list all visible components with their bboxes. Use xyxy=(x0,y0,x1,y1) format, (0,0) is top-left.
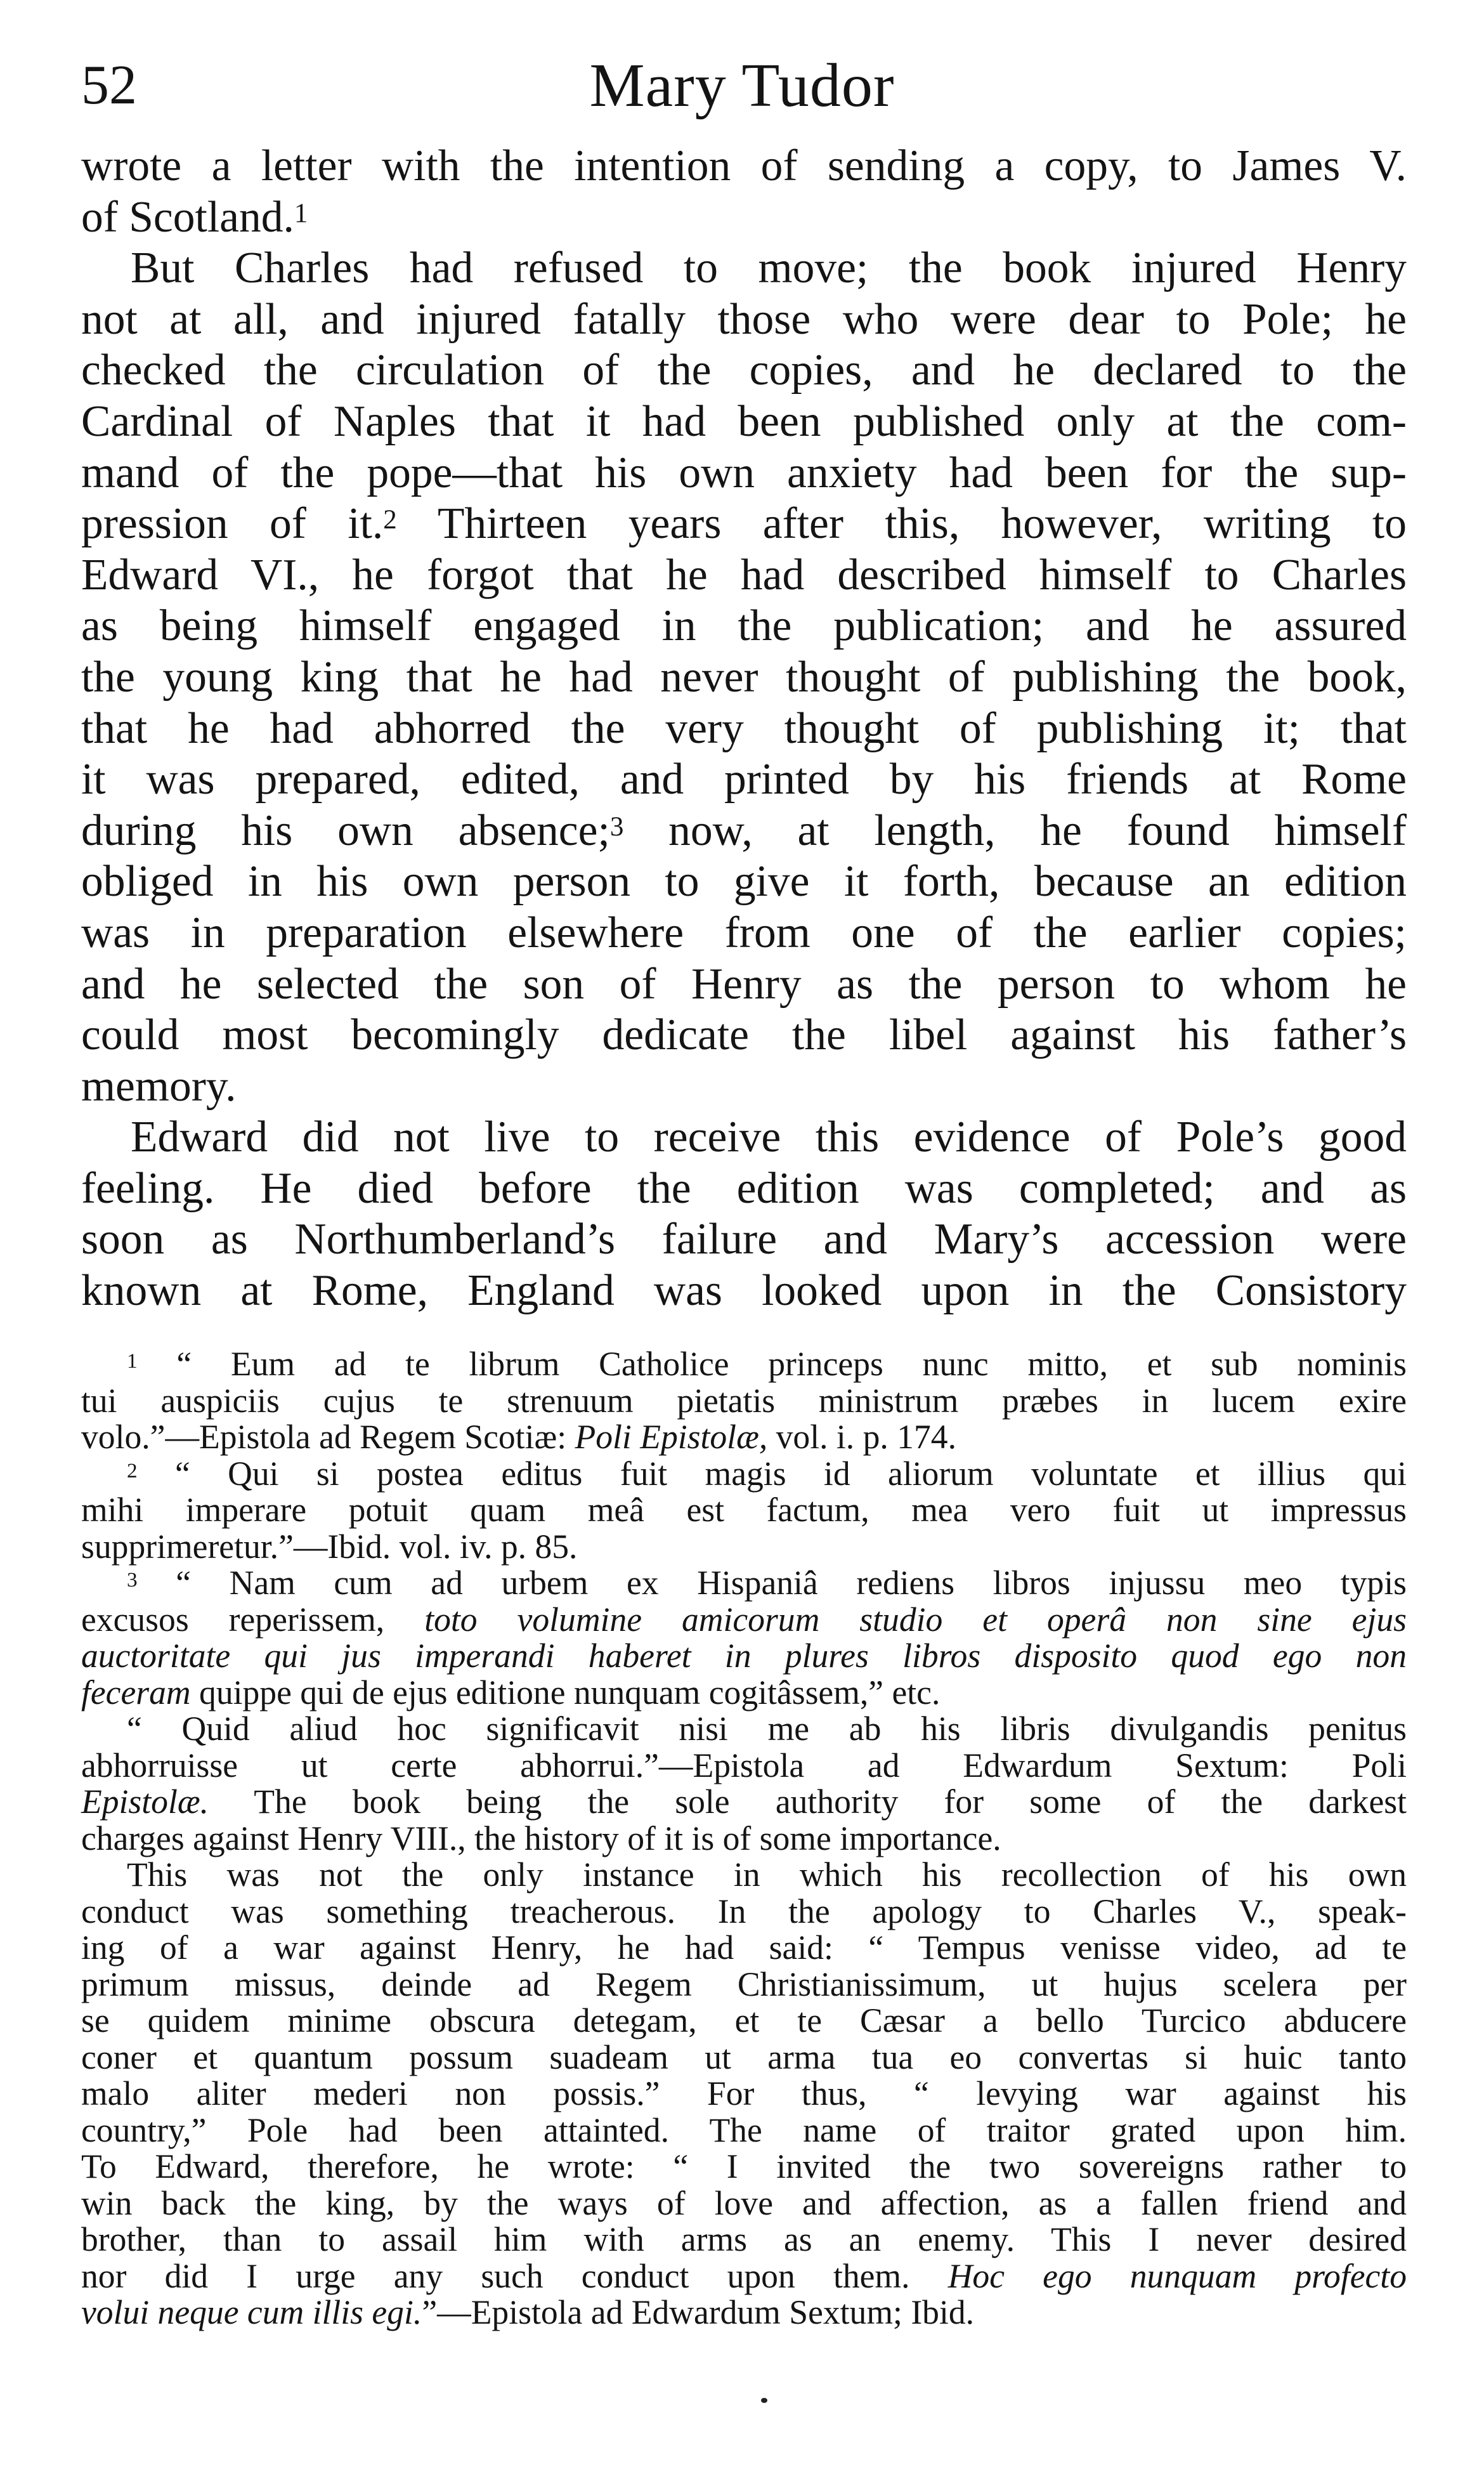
footnote-line: $^3$ “ Nam cum ad urbem ex Hispaniâ rediens libros injussu meo typis xyxy=(127,1564,1407,1602)
footnote-line: country,” Pole had been attainted. The name of traitor grated upon him. xyxy=(81,2111,1407,2149)
footnote-line: nor did I urge any such conduct upon them. Hoc ego nunquam profecto xyxy=(81,2256,1407,2295)
footnote-line: Epistolæ. The book being the sole authority for some of the darkest xyxy=(81,1783,1407,1821)
text-line: that he had abhorred the very thought of publishing it; that xyxy=(81,704,1407,753)
footnote-line: “ Quid aliud hoc significavit nisi me ab his libris divulgandis penitus xyxy=(127,1710,1407,1748)
text-line: was in preparation elsewhere from one of the earlier copies; xyxy=(81,908,1407,957)
footnote-1 xyxy=(81,1346,1407,1456)
text-line: But Charles had refused to move; the book injured Henry xyxy=(131,244,1407,293)
footnote-line: se quidem minime obscura detegam, et te Cæsar a bello Turcico abducere xyxy=(81,2001,1407,2039)
paragraph-2 xyxy=(81,243,1407,1112)
footnote-line: coner et quantum possum suadeam ut arma tua eo convertas si huic tanto xyxy=(81,2038,1407,2076)
footnote-mark: 1 xyxy=(127,1349,138,1373)
footnote-line: primum missus, deinde ad Regem Christianissimum, ut hujus scelera per xyxy=(81,1965,1407,2003)
footnote-2 xyxy=(81,1456,1407,1566)
text-line: Cardinal of Naples that it had been published only at the com- xyxy=(81,396,1407,446)
text-line: not at all, and injured fatally those who were dear to Pole; he xyxy=(81,294,1407,344)
text-line: it was prepared, edited, and printed by his friends at Rome xyxy=(81,755,1407,804)
text-line: and he selected the son of Henry as the person to whom he xyxy=(81,959,1407,1009)
footnote-line: volui neque cum illis egi.”—Epistola ad Edwardum Sextum; Ibid. xyxy=(81,2293,975,2331)
footnote-line: abhorruisse ut certe abhorrui.”—Epistola ad Edwardum Sextum: Poli xyxy=(81,1746,1407,1784)
text-line: feeling. He died before the edition was completed; and as xyxy=(81,1163,1407,1213)
text-line: soon as Northumberland’s failure and Mary’s accession were xyxy=(81,1215,1407,1264)
footnote-line: tui auspiciis cujus te strenuum pietatis ministrum præbes in lucem exire xyxy=(81,1381,1407,1420)
text-line: Edward did not live to receive this evidence of Pole’s good xyxy=(131,1113,1407,1162)
footnote-line: mihi imperare potuit quam meâ est factum, mea vero fuit ut impressus xyxy=(81,1491,1407,1529)
page-number: 52 xyxy=(81,55,137,116)
footnote-line: charges against Henry VIII., the history of it is of some importance. xyxy=(81,1819,1001,1857)
text-line: the young king that he had never thought of publishing the book, xyxy=(81,652,1407,702)
text-line: during his own absence;$^3$ now, at length, he found himself xyxy=(81,806,1407,855)
text-line: could most becomingly dedicate the libel against his father’s xyxy=(81,1011,1407,1060)
footnote-line: auctoritate qui jus imperandi haberet in plures libros disposito quod ego non xyxy=(81,1637,1407,1675)
text-line: mand of the pope—that his own anxiety had been for the sup- xyxy=(81,448,1407,497)
footnote-line: volo.”—Epistola ad Regem Scotiæ: Poli Epistolæ, vol. i. p. 174. xyxy=(81,1418,956,1456)
footnote-ref[interactable]: 3 xyxy=(609,811,624,842)
footnote-line: excusos reperissem, toto volumine amicorum studio et operâ non sine ejus xyxy=(81,1600,1407,1639)
main-text xyxy=(81,141,1407,1317)
footnote-line: This was not the only instance in which his recollection of his own xyxy=(127,1856,1407,1894)
paragraph-3 xyxy=(81,1112,1407,1316)
footnote-line: conduct was something treacherous. In the apology to Charles V., speak- xyxy=(81,1892,1407,1930)
page-header xyxy=(81,44,1403,127)
footnote-ref[interactable]: 2 xyxy=(383,505,397,535)
text-line: Edward VI., he forgot that he had described himself to Charles xyxy=(81,550,1407,599)
footnote-3 xyxy=(81,1565,1407,2331)
footnote-mark: 2 xyxy=(127,1458,138,1482)
footnote-line: supprimeretur.”—Ibid. vol. iv. p. 85. xyxy=(81,1527,578,1566)
footnote-line: feceram quippe qui de ejus editione nunquam cogitâssem,” etc. xyxy=(81,1673,941,1712)
footnote-mark: 3 xyxy=(127,1568,138,1592)
print-mark xyxy=(761,2398,767,2403)
footnotes xyxy=(81,1346,1407,2331)
text-line: memory. xyxy=(81,1061,237,1111)
footnote-line: win back the king, by the ways of love and affection, as a fallen friend and xyxy=(81,2183,1407,2222)
footnote-ref[interactable]: 1 xyxy=(294,198,308,228)
footnote-line: $^2$ “ Qui si postea editus fuit magis id aliorum voluntate et illius qui xyxy=(127,1454,1407,1493)
footnote-line: $^1$ “ Eum ad te librum Catholice princeps nunc mitto, et sub nominis xyxy=(127,1345,1407,1383)
text-line: pression of it.$^2$ Thirteen years after this, however, writing to xyxy=(81,499,1407,549)
text-line: obliged in his own person to give it forth, because an edition xyxy=(81,857,1407,906)
text-line: wrote a letter with the intention of sending a copy, to James V. xyxy=(81,141,1407,190)
footnote-line: To Edward, therefore, he wrote: “ I invited the two sovereigns rather to xyxy=(81,2147,1407,2185)
footnote-line: ing of a war against Henry, he had said: “ Tempus venisse video, ad te xyxy=(81,1928,1407,1967)
text-line: as being himself engaged in the publication; and he assured xyxy=(81,601,1407,651)
paragraph-1 xyxy=(81,141,1407,243)
text-line: of Scotland.$^1$ xyxy=(81,192,308,242)
text-line: checked the circulation of the copies, and he declared to the xyxy=(81,346,1407,395)
text-line: known at Rome, England was looked upon in the Consistory xyxy=(81,1266,1407,1316)
footnote-line: malo aliter mederi non possis.” For thus, “ levying war against his xyxy=(81,2074,1407,2112)
footnote-line: brother, than to assail him with arms as an enemy. This I never desired xyxy=(81,2220,1407,2258)
running-title: Mary Tudor xyxy=(589,51,895,120)
